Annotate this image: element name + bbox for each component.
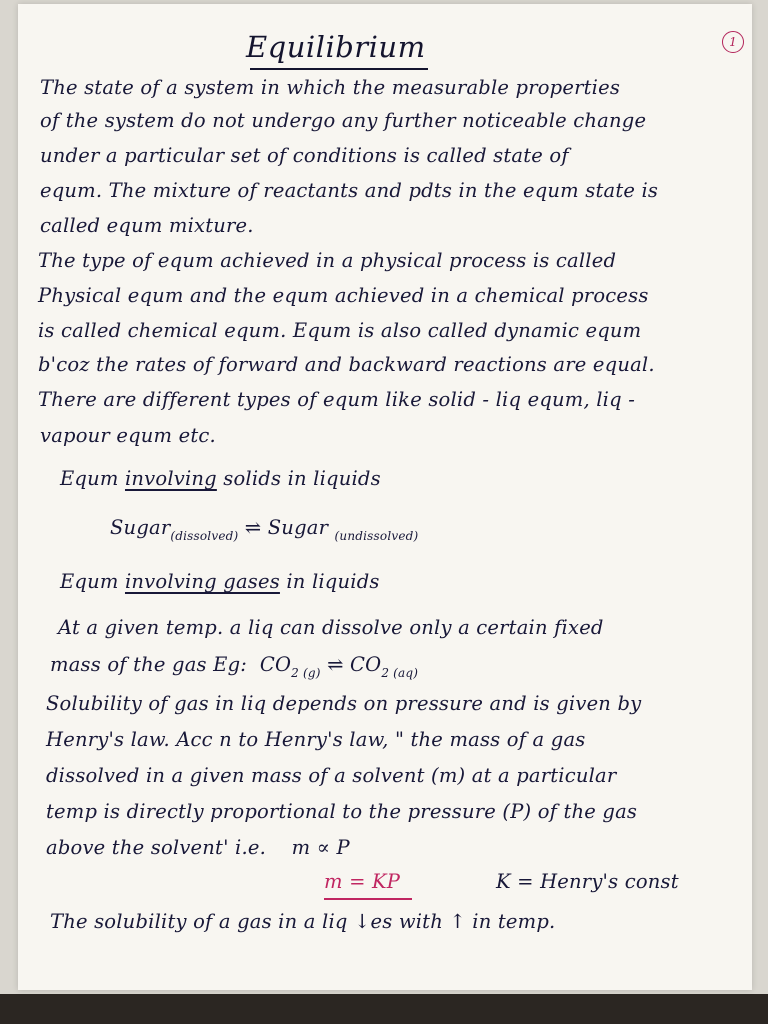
text-line: The state of a system in which the measurable properties (40, 76, 621, 99)
text-line: Henry's law. Acc n to Henry's law, " the mass of a gas (46, 728, 586, 751)
heading-prefix: Equm (60, 467, 119, 490)
formula-underline (324, 898, 412, 900)
text-line: dissolved in a given mass of a solvent (m) at a particular (46, 764, 617, 787)
equilibrium-arrow-icon: ⇌ (244, 516, 262, 539)
equation-left: Sugar (110, 516, 171, 539)
section-heading-solids (60, 467, 381, 490)
equation-right-state: (undissolved) (334, 529, 419, 543)
heading-prefix: Equm (60, 570, 119, 593)
co2-equation-line (50, 653, 418, 680)
proportional-relation: m ∝ P (291, 836, 350, 859)
above-text: above the solvent' i.e. (46, 836, 267, 859)
co2-right-state: 2 (aq) (381, 666, 419, 680)
mass-text: mass of the gas Eg: (50, 653, 248, 676)
heading-underlined: involving (124, 467, 217, 490)
text-line: of the system do not undergo any further noticeable change (40, 109, 647, 132)
desk-background (0, 994, 768, 1024)
heading-suffix: in liquids (286, 570, 380, 593)
text-line: Solubility of gas in liq depends on pressure and is given by (46, 692, 642, 715)
equation-right: Sugar (267, 516, 329, 539)
heading-suffix: solids in liquids (223, 467, 381, 490)
text-line: equm. The mixture of reactants and pdts in the equm state is (40, 179, 659, 202)
text-line: vapour equm etc. (40, 424, 216, 447)
text-line: There are different types of equm like solid - liq equm, liq - (38, 388, 635, 411)
section-heading-gases (60, 570, 380, 593)
co2-right: CO (350, 653, 382, 676)
notebook-page (18, 4, 752, 990)
text-line: At a given temp. a liq can dissolve only a certain fixed (58, 616, 604, 639)
sugar-equation (110, 516, 418, 543)
henry-formula: m = KP (324, 870, 401, 893)
text-line: b'coz the rates of forward and backward reactions are equal. (38, 353, 655, 376)
text-line: called equm mixture. (40, 214, 254, 237)
page-number-badge: 1 (722, 31, 744, 53)
heading-underlined: involving gases (124, 570, 280, 593)
text-line: is called chemical equm. Equm is also called dynamic equm (38, 319, 642, 342)
co2-left-state: 2 (g) (291, 666, 321, 680)
text-line: The solubility of a gas in a liq ↓es with ↑ in temp. (50, 910, 556, 933)
text-line: The type of equm achieved in a physical process is called (38, 249, 617, 272)
title-underline (250, 68, 428, 70)
co2-left: CO (259, 653, 292, 676)
equilibrium-arrow-icon: ⇌ (327, 653, 344, 676)
above-solvent-line (46, 836, 350, 859)
text-line: temp is directly proportional to the pressure (P) of the gas (46, 800, 638, 823)
text-line: Physical equm and the equm achieved in a chemical process (38, 284, 649, 307)
henry-constant-note: K = Henry's const (496, 870, 679, 893)
equation-left-state: (dissolved) (170, 529, 239, 543)
page-title: Equilibrium (246, 30, 426, 64)
text-line: under a particular set of conditions is called state of (40, 144, 569, 167)
